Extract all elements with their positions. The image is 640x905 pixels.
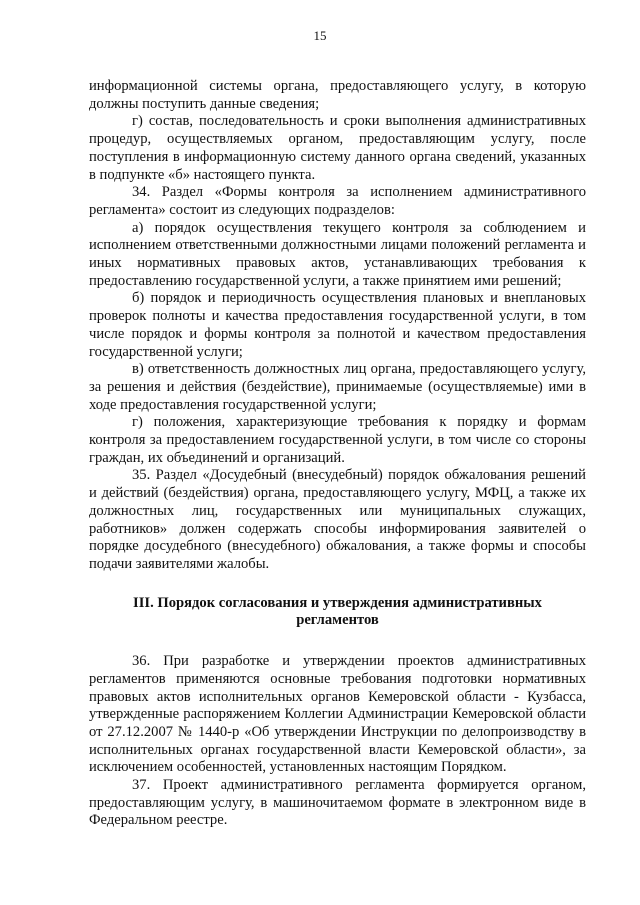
paragraph-37: 37. Проект административного регламента формируется органом, предоставляющим услугу, в машиночитаемом формате в электронном виде в Федеральном реестре.	[89, 777, 586, 829]
paragraph-36: 36. При разработке и утверждении проектов административных регламентов применяются основные требования подготовки нормативных правовых актов исполнительных органов Кемеровской области - Кузбасса, утвержденные распоряжением Коллегии Администрации Кемеровской области от 27.12.2007 № 1440-р «Об утверждении Инструкции по делопроизводству в исполнительных органах государственной власти Кемеровской области», за исключением особенностей, установленных настоящим Порядком.	[89, 653, 586, 776]
document-body	[89, 78, 586, 830]
paragraph-34-a: а) порядок осуществления текущего контроля за соблюдением и исполнением ответственными должностными лицами положений регламента и иных нормативных правовых актов, устанавливающих требования к предоставлению государственной услуги, а также принятием ими решений;	[89, 219, 586, 289]
paragraph-34-g: г) положения, характеризующие требования к порядку и формам контроля за предоставлением государственной услуги, в том числе со стороны граждан, их объединений и организаций.	[89, 414, 586, 466]
section-heading	[89, 595, 586, 630]
page-number: 15	[313, 28, 327, 43]
section-heading-line1: III. Порядок согласования и утверждения административных	[133, 594, 542, 611]
paragraph-continuation: информационной системы органа, предоставляющего услугу, в которую должны поступить данные сведения;	[89, 78, 586, 112]
section-heading-line2: регламентов	[296, 612, 379, 629]
paragraph-35: 35. Раздел «Досудебный (внесудебный) порядок обжалования решений и действий (бездействия) органа, предоставляющего услугу, МФЦ, а также их должностных лиц, государственных или муниципальных служащих, работников» должен содержать способы информирования заявителей о порядке досудебного (внесудебного) обжалования, а также формы и способы подачи заявителями жалобы.	[89, 467, 586, 572]
paragraph-34-b: б) порядок и периодичность осуществления плановых и внеплановых проверок полноты и качества предоставления государственной услуги, в том числе порядок и формы контроля за полнотой и качеством предоставления государственной услуги;	[89, 290, 586, 360]
paragraph-33-g: г) состав, последовательность и сроки выполнения административных процедур, осуществляемых органом, предоставляющим услугу, после поступления в информационную систему данного органа сведений, указанных в подпункте «б» настоящего пункта.	[89, 113, 586, 183]
paragraph-34: 34. Раздел «Формы контроля за исполнением административного регламента» состоит из следующих подразделов:	[89, 184, 586, 218]
paragraph-34-v: в) ответственность должностных лиц органа, предоставляющего услугу, за решения и действия (бездействие), принимаемые (осуществляемые) ими в ходе предоставления государственной услуги;	[89, 361, 586, 413]
